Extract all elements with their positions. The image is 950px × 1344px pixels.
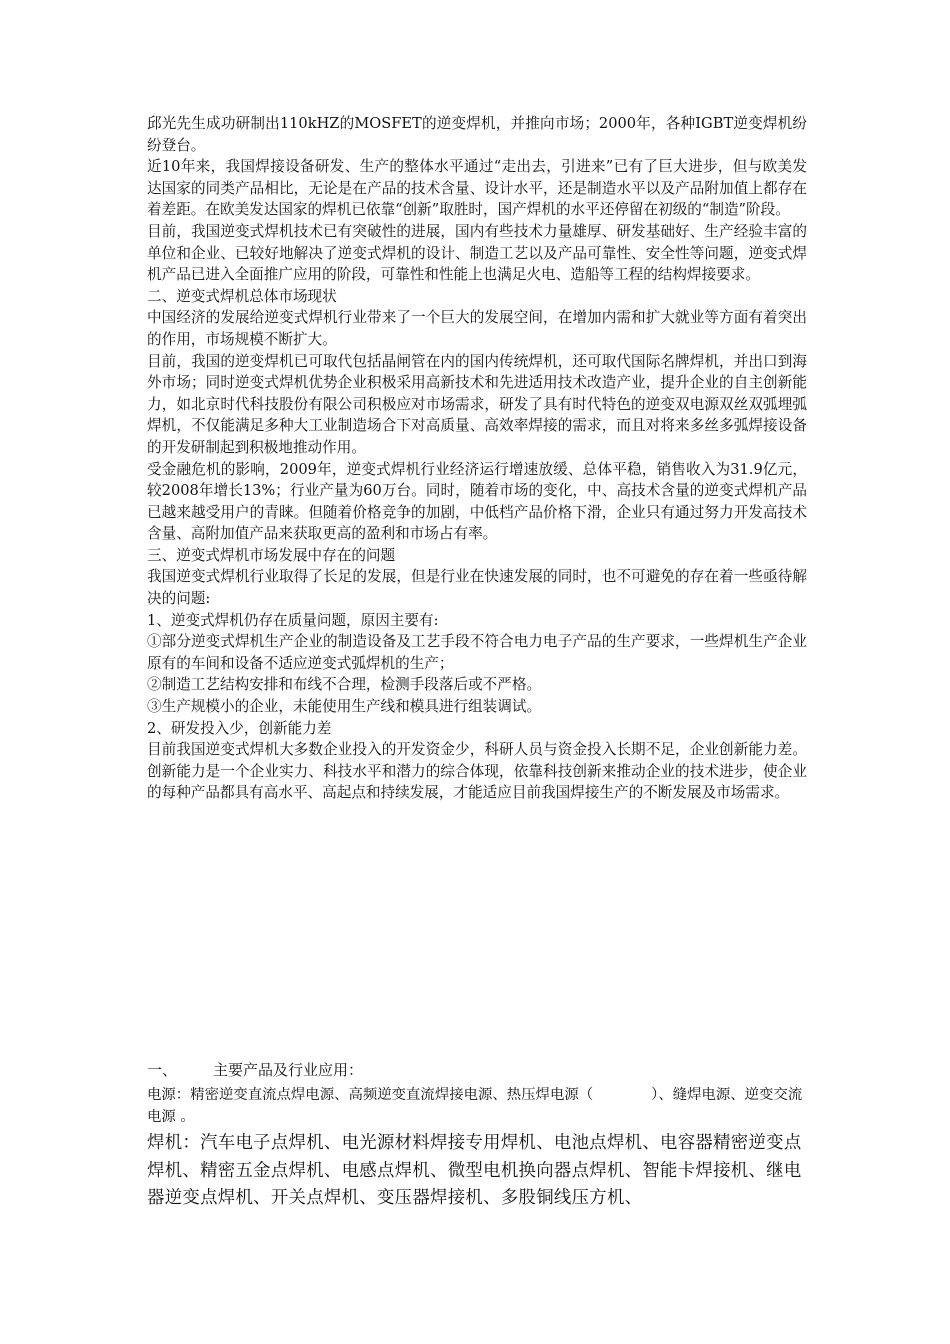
power-supply-list — [147, 1084, 807, 1128]
list-item: ①部分逆变式焊机生产企业的制造设备及工艺手段不符合电力电子产品的生产要求，一些焊机生产企业原有的车间和设备不适应逆变式弧焊机的生产； — [147, 633, 807, 672]
paragraph: 近10年来，我国焊接设备研发、生产的整体水平通过“走出去，引进来”已有了巨大进步，但与欧美发达国家的同类产品相比，无论是在产品的技术含量、设计水平，还是制造水平以及产品附加值上都存在着差距。在欧美发达国家的焊机已依靠“创新”取胜时，国产焊机的水平还停留在初级的“制造”阶段。 — [147, 158, 807, 219]
body-text — [147, 113, 807, 804]
section-number: 一、 — [147, 1061, 178, 1079]
paragraph: 目前，我国的逆变焊机已可取代包括晶闸管在内的国内传统焊机，还可取代国际名牌焊机，并出口到海外市场；同时逆变式焊机优势企业积极采用高新技术和先进适用技术改造产业，提升企业的自主创新能力，如北京时代科技股份有限公司积极应对市场需求，研发了具有时代特色的逆变双电源双丝双弧埋弧焊机，不仅能满足多种大工业制造场合下对高质量、高效率焊接的需求，而且对将来多丝多弧焊接设备的开发研制起到积极地推动作用。 — [147, 352, 807, 456]
list-item: ③生产规模小的企业，未能使用生产线和模具进行组装调试。 — [147, 698, 542, 716]
section-heading-problems: 三、逆变式焊机市场发展中存在的问题 — [147, 546, 396, 564]
paragraph: 目前，我国逆变式焊机技术已有突破性的进展，国内有些技术力量雄厚、研发基础好、生产经验丰富的单位和企业、已较好地解决了逆变式焊机的设计、制造工艺以及产品可靠性、安全性等问题，逆变式焊机产品已进入全面推广应用的阶段，可靠性和性能上也满足火电、造船等工程的结构焊接要求。 — [147, 222, 807, 284]
power-text-part2: ）、缝焊电源、逆变交流电源 。 — [147, 1087, 803, 1125]
welder-list — [147, 1130, 807, 1213]
list-item: ②制造工艺结构安排和布线不合理，检测手段落后或不严格。 — [147, 676, 542, 694]
paragraph: 中国经济的发展给逆变式焊机行业带来了一个巨大的发展空间，在增加内需和扩大就业等方面有着突出的作用，市场规模不断扩大。 — [147, 309, 807, 348]
subheading-rd: 2、研发投入少，创新能力差 — [147, 719, 332, 737]
section-title: 主要产品及行业应用： — [213, 1061, 364, 1079]
section-heading-market-status: 二、逆变式焊机总体市场现状 — [147, 287, 337, 305]
power-text-part1: 电源：精密逆变直流点焊电源、高频逆变直流焊接电源、热压焊电源（ — [147, 1087, 594, 1103]
paragraph: 邱光先生成功研制出110kHZ的MOSFET的逆变焊机，并推向市场；2000年，各种IGBT逆变焊机纷纷登台。 — [147, 115, 807, 154]
subheading-quality: 1、逆变式焊机仍存在质量问题，原因主要有: — [147, 611, 439, 629]
paragraph: 受金融危机的影响，2009年，逆变式焊机行业经济运行增速放缓、总体平稳，销售收入为31.9亿元，较2008年增长13%；行业产量为60万台。同时，随着市场的变化，中、高技术含量的逆变式焊机产品已越来越受用户的青睐。但随着价格竞争的加剧，中低档产品价格下滑，企业只有通过努力开发高技术含量、高附加值产品来获取更高的盈利和市场占有率。 — [147, 460, 807, 543]
section-heading-products — [147, 1058, 363, 1082]
welder-text: 焊机：汽车电子点焊机、电光源材料焊接专用焊机、电池点焊机、电容器精密逆变点焊机、精密五金点焊机、电感点焊机、微型电机换向器点焊机、智能卡焊接机、继电器逆变点焊机、开关点焊机、变压器焊接机、多股铜线压方机、 — [147, 1133, 802, 1208]
power-text — [147, 1084, 807, 1128]
paragraph: 我国逆变式焊机行业取得了长足的发展，但是行业在快速发展的同时，也不可避免的存在着一些亟待解决的问题: — [147, 568, 807, 608]
paragraph: 目前我国逆变式焊机大多数企业投入的开发资金少，科研人员与资金投入长期不足，企业创新能力差。创新能力是一个企业实力、科技水平和潜力的综合体现，依靠科技创新来推动企业的技术进步，使企业的每种产品都具有高水平、高起点和持续发展，才能适应目前我国焊接生产的不断发展及市场需求。 — [147, 741, 807, 802]
